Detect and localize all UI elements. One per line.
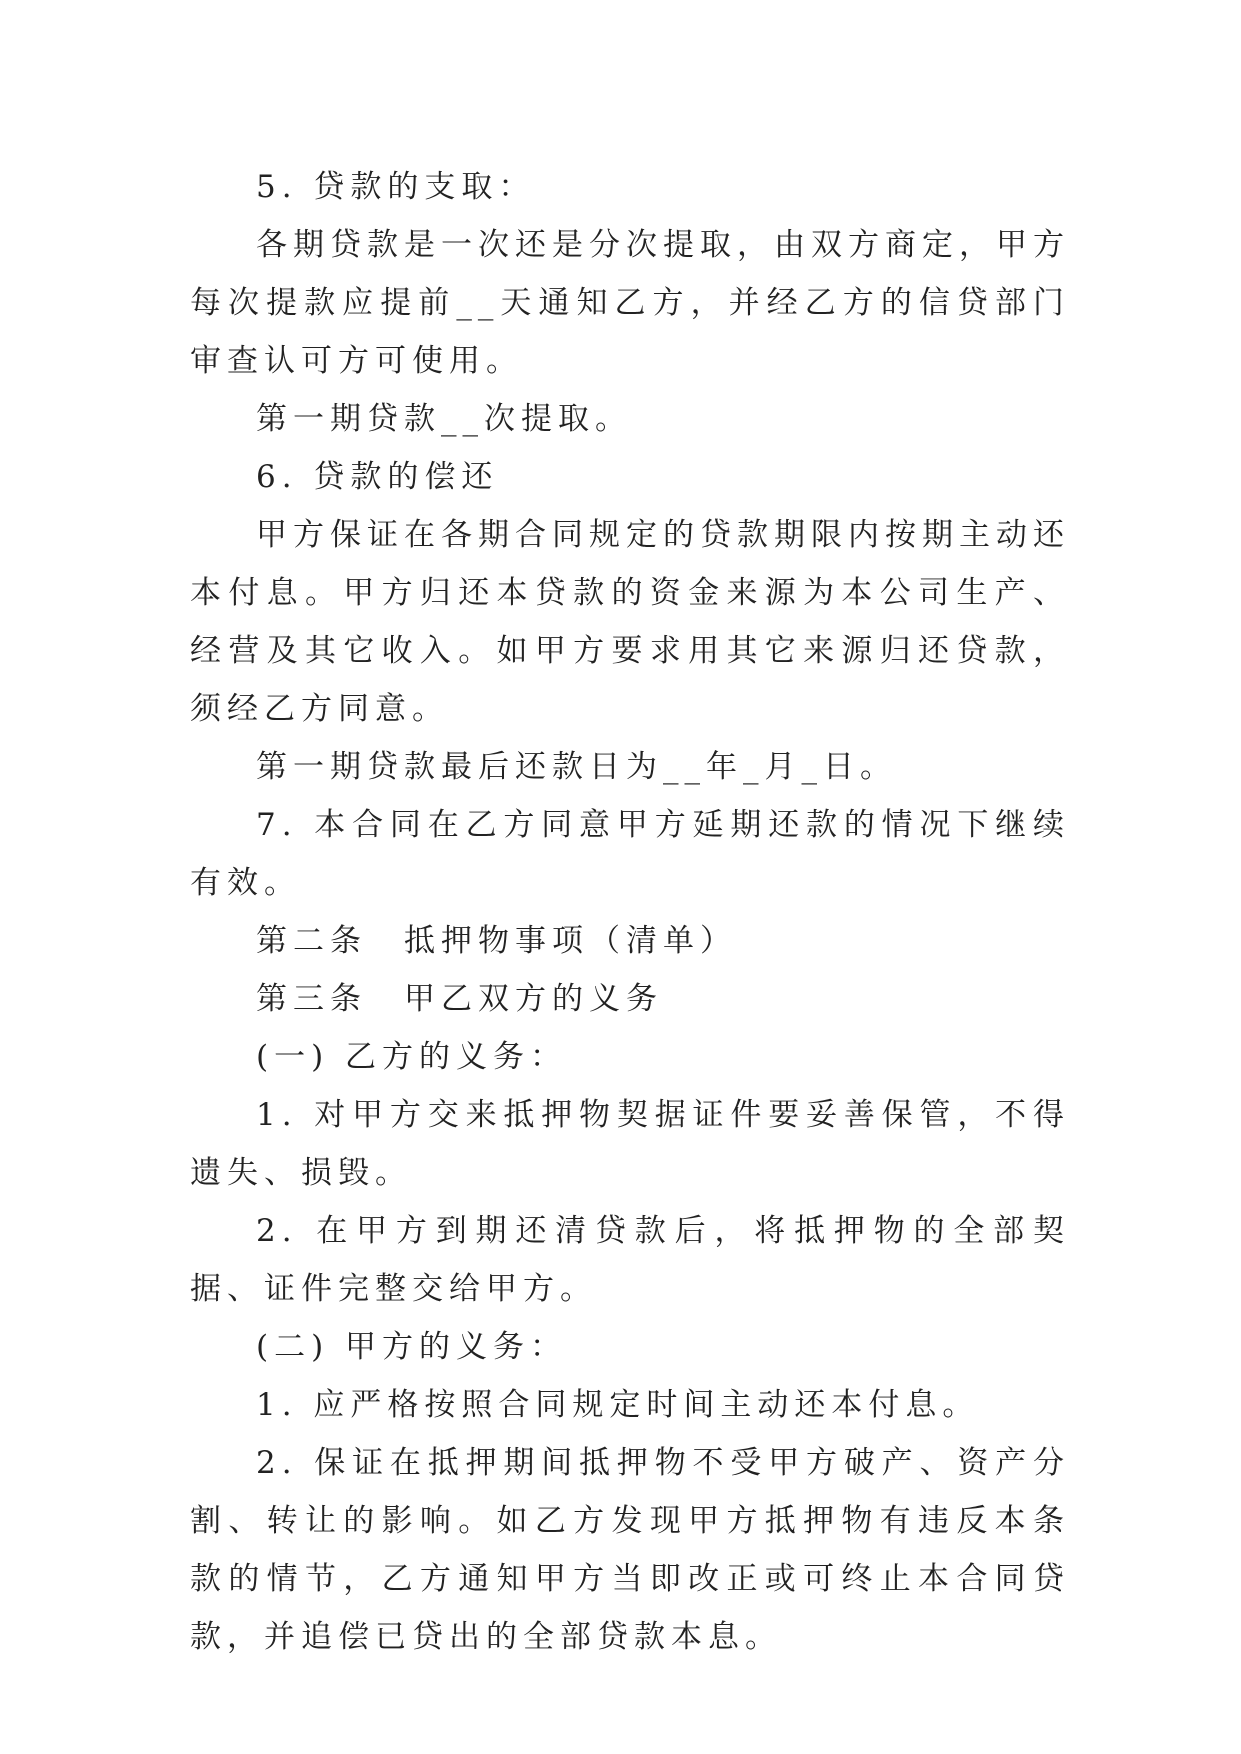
party-b-obligation-1: 1. 对甲方交来抵押物契据证件要妥善保管，不得遗失、损毁。 [190, 1097, 1070, 1191]
document-body [190, 158, 1070, 1666]
party-a-obligations-heading: (二) 甲方的义务： [256, 1329, 568, 1365]
party-a-obligation-2: 2. 保证在抵押期间抵押物不受甲方破产、资产分割、转让的影响。如乙方发现甲方抵押物有违反本条款的情节，乙方通知甲方当即改正或可终止本合同贷款，并追偿已贷出的全部贷款本息。 [190, 1445, 1070, 1655]
article-two-heading: 第二条 抵押物事项（清单） [256, 923, 737, 959]
paragraph-first-period-withdrawal: 第一期贷款__次提取。 [256, 401, 632, 437]
paragraph-loan-repayment-terms: 甲方保证在各期合同规定的贷款期限内按期主动还本付息。甲方归还本贷款的资金来源为本公司生产、经营及其它收入。如甲方要求用其它来源归还贷款，须经乙方同意。 [190, 517, 1070, 727]
article-three-heading: 第三条 甲乙双方的义务 [256, 981, 663, 1017]
paragraph-extension-validity: 7. 本合同在乙方同意甲方延期还款的情况下继续有效。 [190, 807, 1070, 901]
party-b-obligations-heading: (一) 乙方的义务： [256, 1039, 568, 1075]
paragraph-loan-repayment-heading: 6. 贷款的偿还 [256, 459, 499, 495]
party-b-obligation-2: 2. 在甲方到期还清贷款后，将抵押物的全部契据、证件完整交给甲方。 [190, 1213, 1070, 1307]
paragraph-loan-withdrawal-heading: 5. 贷款的支取： [256, 169, 536, 205]
party-a-obligation-1: 1. 应严格按照合同规定时间主动还本付息。 [256, 1387, 980, 1423]
paragraph-final-repayment-date: 第一期贷款最后还款日为__年_月_日。 [256, 749, 897, 785]
paragraph-loan-withdrawal-terms: 各期贷款是一次还是分次提取，由双方商定，甲方每次提款应提前__天通知乙方，并经乙方的信贷部门审查认可方可使用。 [190, 227, 1070, 379]
